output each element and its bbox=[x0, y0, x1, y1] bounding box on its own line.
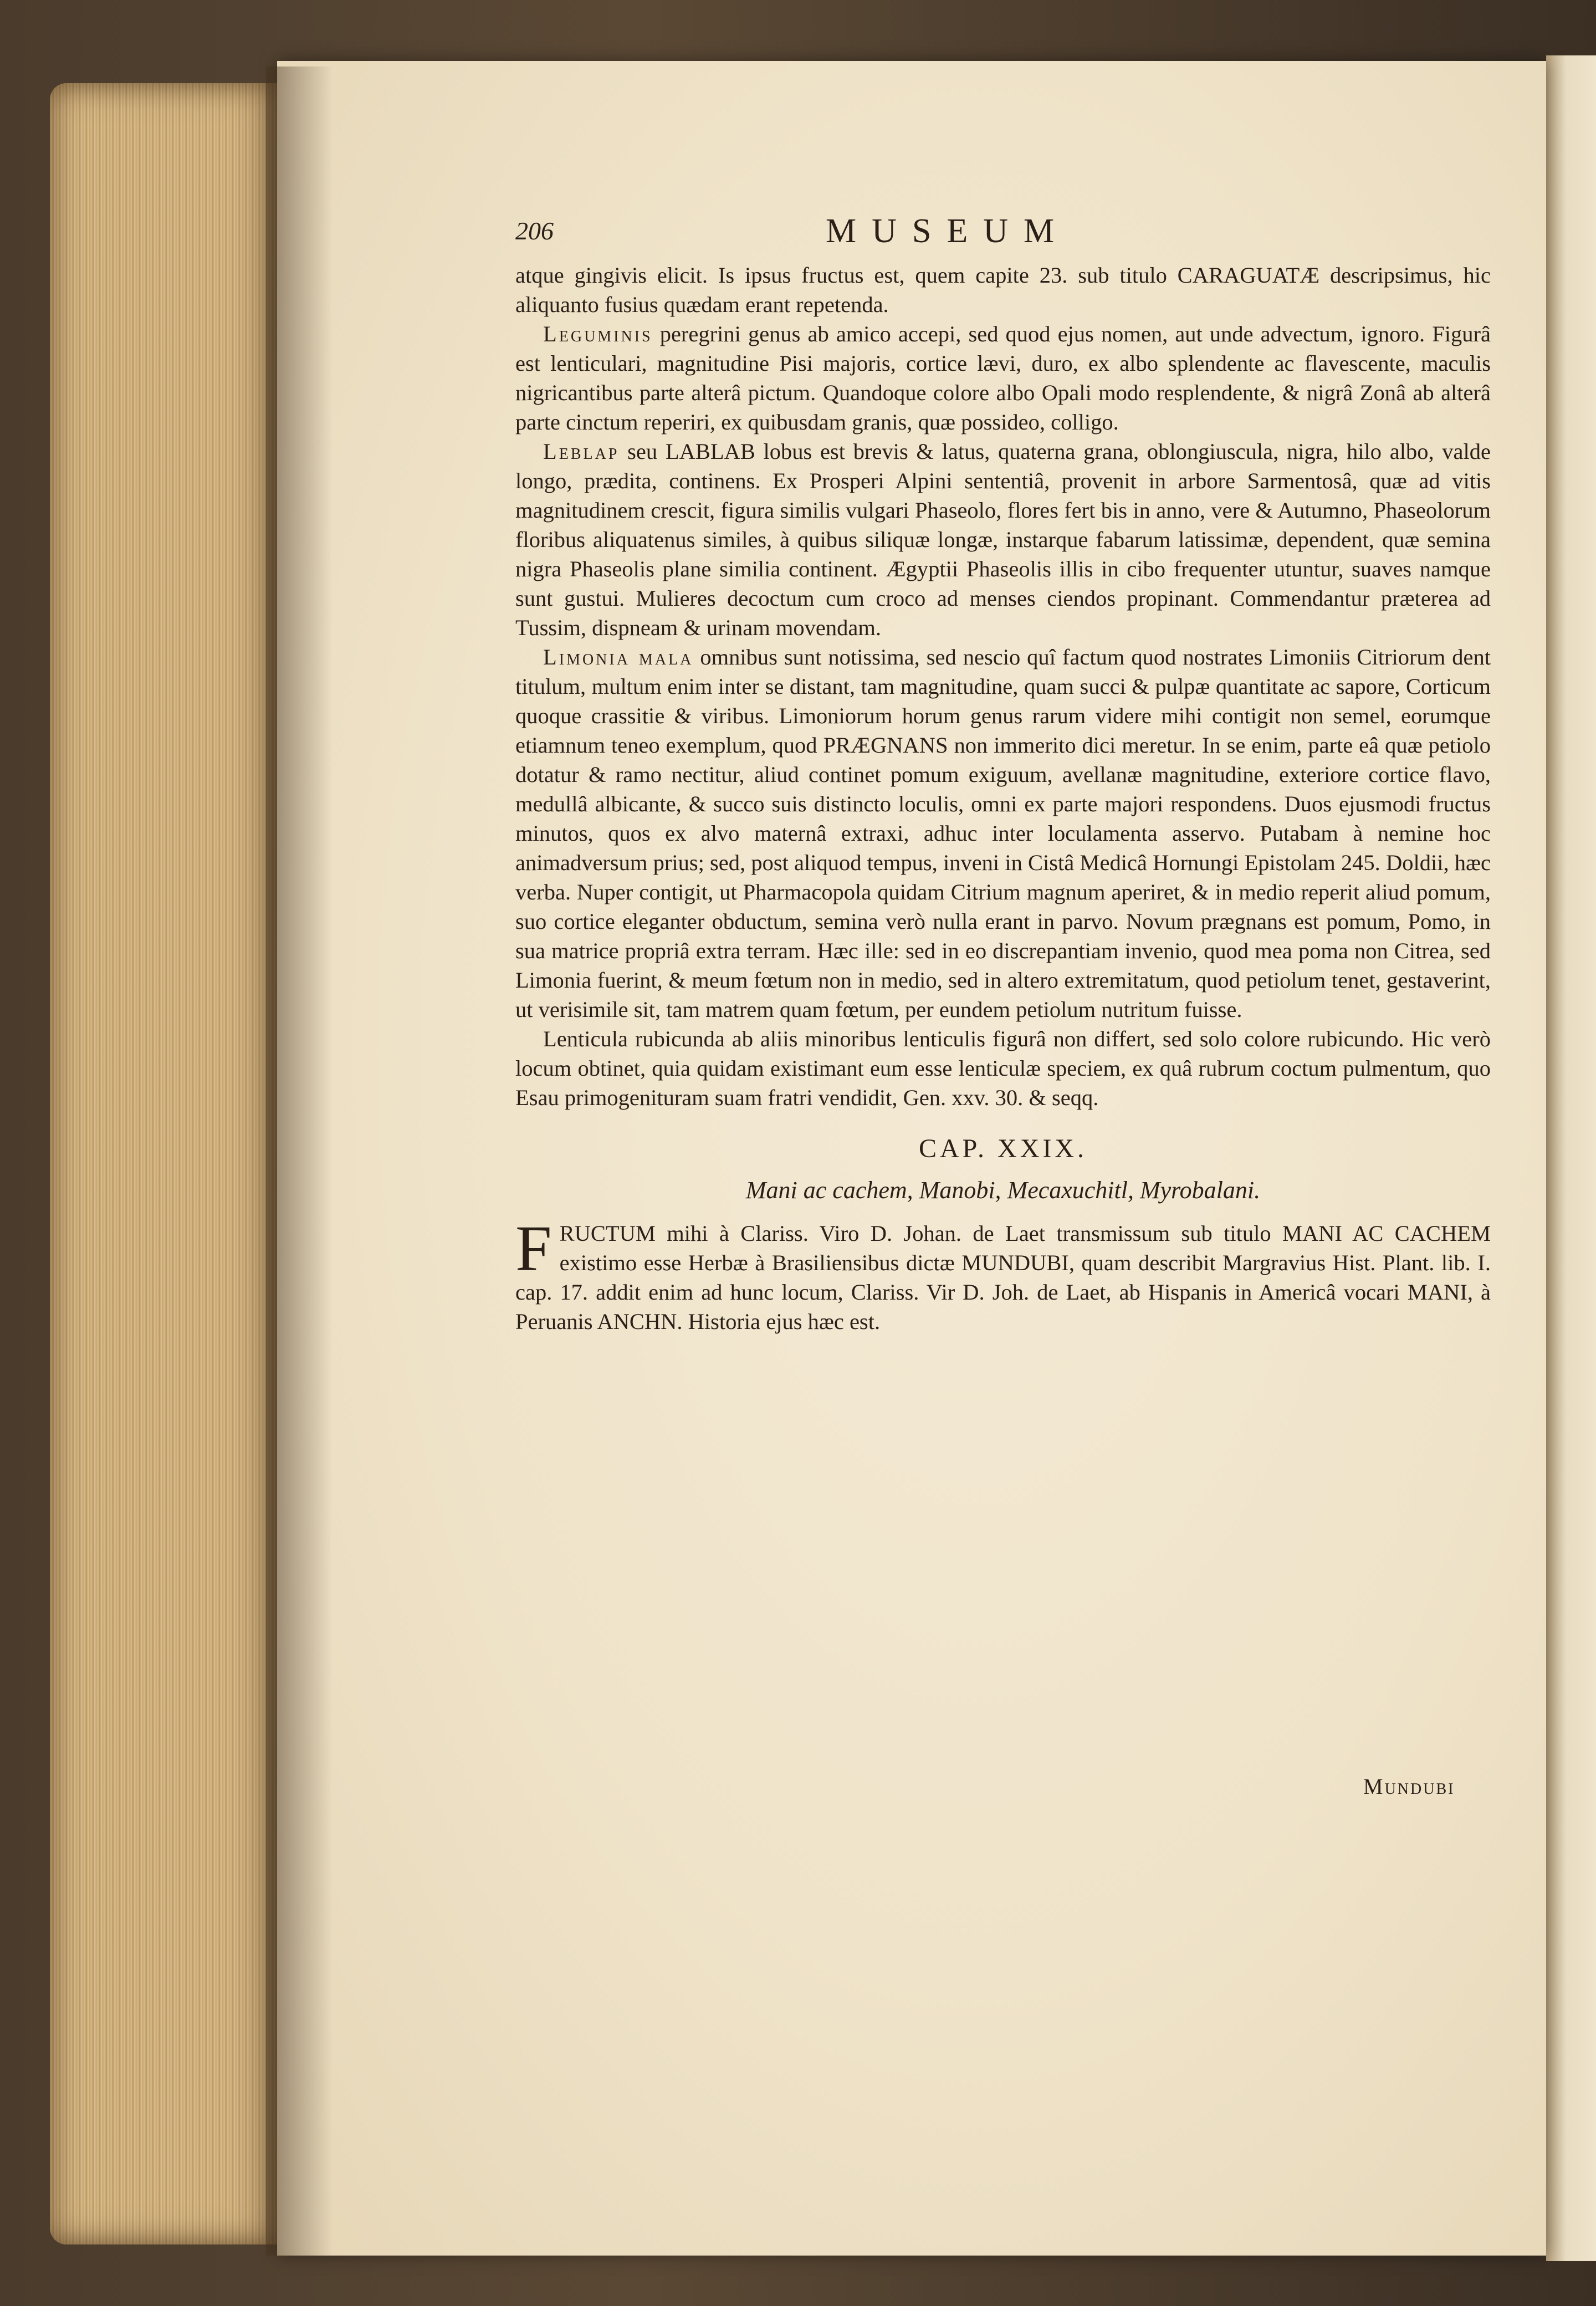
paragraph-text: atque gingivis elicit. Is ipsus fructus est, quem capite 23. sub titulo CARAGUATÆ descripsimus, hic aliquanto fusius quædam erant repetenda. bbox=[515, 263, 1491, 317]
paragraph-text: peregrini genus ab amico accepi, sed quod ejus nomen, aut unde advectum, ignoro. Figurâ est lenticulari, magnitudine Pisi majoris, cortice lævi, duro, ex albo splendente ac flavescente, maculis nigricantibus parte alterâ pictum. Quandoque colore albo Opali modo resplendente, & nigrâ Zonâ ab alterâ parte cinctum reperiri, ex quibusdam granis, quæ possideo, colligo. bbox=[515, 321, 1491, 434]
paragraph-2 bbox=[515, 319, 1491, 437]
page-header bbox=[515, 212, 1491, 260]
facing-page-edge bbox=[1546, 55, 1596, 2261]
paragraph-lead: Leguminis bbox=[543, 321, 653, 346]
paragraph-text: omnibus sunt notissima, sed nescio quî factum quod nostrates Limoniis Citriorum dent titulum, multum enim inter se distant, tam magnitudine, quam succi & pulpæ quantitate ac sapore, Corticum quoque crassitie & viribus. Limoniorum horum genus rarum videre mihi contigit non semel, eorumque etiamnum teneo exemplum, quod PRÆGNANS non immerito dici meretur. In se enim, parte eâ quæ petiolo dotatur & ramo nectitur, aliud continet pomum exiguum, avellanæ magnitudine, exteriore cortice flavo, medullâ albicante, & succo suis distincto loculis, omni ex parte majori respondens. Duos ejusmodi fructus minutos, quos ex alvo maternâ extraxi, adhuc inter loculamenta asservo. Putabam à nemine hoc animadversum prius; sed, post aliquod tempus, inveni in Cistâ Medicâ Hornungi Epistolam 245. Doldii, hæc verba. Nuper contigit, ut Pharmacopola quidam Citrium magnum aperiret, & in medio reperit aliud pomum, suo cortice eleganter obductum, semina verò nulla erant in parvo. Novum prægnans est pomum, Pomo, in sua matrice propriâ extra terram. Hæc ille: sed in eo discrepantiam invenio, quod mea poma non Citrea, sed Limonia fuerint, & meum fœtum non in medio, sed in altero extremitatum, quod petiolum tenet, gestaverint, ut verisimile sit, tam matrem quam fœtum, per eundem petiolum nutritum fuisse. bbox=[515, 645, 1491, 1022]
page-edges bbox=[50, 83, 283, 2244]
chapter-heading: CAP. XXIX. bbox=[918, 1134, 1088, 1163]
page-number: 206 bbox=[515, 217, 554, 245]
gutter-shadow bbox=[266, 67, 332, 2256]
running-title: MUSEUM bbox=[826, 212, 1070, 250]
paragraph-5 bbox=[515, 1024, 1491, 1112]
catchword: Mundubi bbox=[1363, 1774, 1455, 1799]
paragraph-text: seu LABLAB lobus est brevis & latus, quaterna grana, oblongiuscula, nigra, hilo albo, valde longo, prædita, continens. Ex Prosperi Alpini sententiâ, provenit in arbore Sarmentosâ, quæ ad vitis magnitudinem crescit, figura similis vulgari Phaseolo, flores fert bis in anno, vere & Autumno, Phaseolorum floribus aliquatenus similes, à quibus siliquæ longæ, instarque fabarum latissimæ, dependent, quæ semina nigra Phaseolis plane similia continent. Ægyptii Phaseolis illis in cibo frequenter utuntur, suaves namque sunt gustui. Mulieres decoctum cum croco ad menses ciendos propinant. Commendantur præterea ad Tussim, dispneam & urinam movendam. bbox=[515, 439, 1491, 640]
paragraph-lead: Leblap bbox=[543, 439, 620, 464]
chapter-intro bbox=[515, 1212, 1491, 1336]
paragraph-text: Lenticula rubicunda ab aliis minoribus lenticulis figurâ non differt, sed solo colore rubicundo. Hic verò locum obtinet, quia quidam existimant eum esse lenticulæ speciem, ex quâ rubrum coctum pulmentum, quo Esau primogenituram suam fratri vendidit, Gen. xxv. 30. & seqq. bbox=[515, 1026, 1491, 1110]
paragraph-lead: Limonia mala bbox=[543, 645, 694, 669]
paragraph-4 bbox=[515, 642, 1491, 1024]
page-content bbox=[515, 212, 1491, 1336]
chapter-subtitle: Mani ac cachem, Manobi, Mecaxuchitl, Myrobalani. bbox=[745, 1177, 1261, 1204]
drop-cap: F bbox=[515, 1212, 552, 1285]
paragraph-3 bbox=[515, 437, 1491, 642]
chapter-intro-text: RUCTUM mihi à Clariss. Viro D. Johan. de Laet transmissum sub titulo MANI AC CACHEM existimo esse Herbæ à Brasiliensibus dictæ MUNDUBI, quam describit Margravius Hist. Plant. lib. I. cap. 17. addit enim ad hunc locum, Clariss. Vir D. Joh. de Laet, ab Hispanis in Americâ vocari MANI, à Peruanis ANCHN. Historia ejus hæc est. bbox=[515, 1221, 1491, 1334]
paragraph-1 bbox=[515, 260, 1491, 319]
